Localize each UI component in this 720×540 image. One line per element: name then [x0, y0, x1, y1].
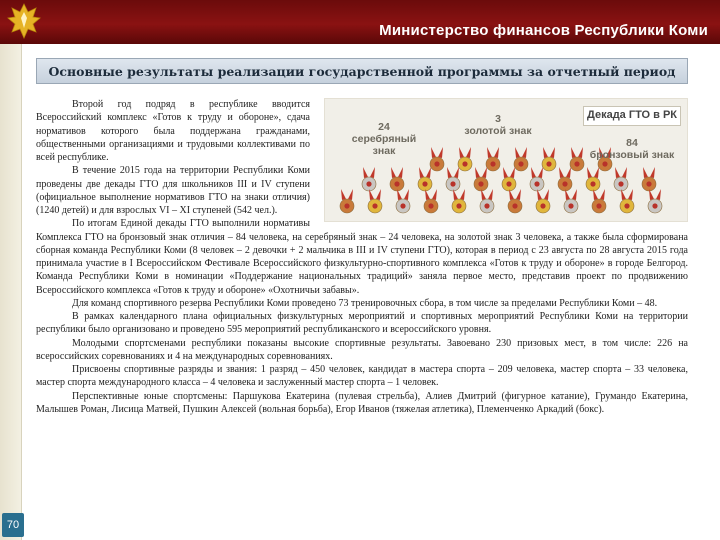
- gto-badge-icon: [418, 167, 432, 191]
- gto-badge-icon: [648, 189, 662, 213]
- gto-badge-icon: [536, 189, 550, 213]
- silver-count: 24: [378, 121, 390, 133]
- paragraph-1: Второй год подряд в республике вводится Всероссийский комплекс «Готов к труду и обороне», сдача нормативов которого была поддержана гражданами, общественными организациями и трудовыми коллективами по всей республике.: [36, 99, 310, 163]
- ministry-title: Министерство финансов Республики Коми: [379, 22, 708, 39]
- gto-badge-icon: [396, 189, 410, 213]
- gto-badge-icon: [446, 167, 460, 191]
- gto-badge-icon: [362, 167, 376, 191]
- gto-badge-icon: [542, 147, 556, 171]
- gto-figure-title: Декада ГТО в РК: [583, 106, 681, 126]
- gto-badge-icon: [614, 167, 628, 191]
- page-number: 70: [2, 513, 24, 537]
- paragraph-4: Для команд спортивного резерва Республики Коми проведено 73 тренировочных сбора, в том числе за пределами Республики Коми – 48.: [72, 297, 658, 309]
- paragraph-8: Перспективные юные спортсмены: Паршукова Екатерина (пулевая стрельба), Алиев Дмитрий (фигурное катание), Грумандо Екатерина, Малышев Роман, Лисица Матвей, Пушкин Алексей (вольная борьба), Егор Иванов (тяжелая атлетика), Племенченко Аркадий (бокс).: [36, 390, 688, 415]
- gto-badge-icon: [430, 147, 444, 171]
- paragraph-5: В рамках календарного плана официальных физкультурных мероприятий и спортивных мероприятий Республики Коми на территории республики было организовано и проведено 595 мероприятий республиканского и всероссийского уровня.: [36, 311, 688, 336]
- silver-badge-caption: [339, 121, 429, 157]
- gold-badge-caption: [453, 113, 543, 137]
- main-text: [36, 98, 688, 416]
- gto-badge-icon: [452, 189, 466, 213]
- bronze-badge-caption: [587, 137, 677, 161]
- header-bar: [0, 0, 720, 44]
- komi-emblem-icon: [6, 2, 42, 42]
- paragraph-2: В течение 2015 года на территории Республики Коми проведены две декады ГТО для школьников III и IV ступени (официальное выполнение нормативов ГТО на знаки отличия) (1240 детей) и для взрослых VI – XI ступеней (542 чел.).: [36, 165, 310, 216]
- paragraph-3: По итогам Единой декады ГТО выполнили нормативы Комплекса ГТО на бронзовый знак отличия – 84 человека, на серебряный знак – 24 человека, на золотой знак 3 человека, а также была сформирована сборная команда Республики Коми (8 человек – 2 девочки + 2 мальчика в III и IV ступени ГТО), которая в период с 23 августа по 28 августа 2015 года принимала участие в I Всероссийском Фестивале Всероссийского физкультурно-спортивного комплекса «Готов к труду и обороне» в городе Белгород. Команда Республики Коми в номинации «Поддержание национальных традиций» заняла первое место, представив проект по продвижению Всероссийского комплекса «Готов к труду и обороне» «Охотничьи забавы».: [36, 218, 688, 296]
- section-subtitle: Основные результаты реализации государственной программы за отчетный период: [36, 58, 688, 84]
- gto-badge-icon: [620, 189, 634, 213]
- gold-label: золотой знак: [464, 125, 532, 137]
- gold-count: 3: [495, 113, 501, 125]
- gto-badge-icon: [642, 167, 656, 191]
- gto-badge-icon: [390, 167, 404, 191]
- gto-results-figure: [324, 98, 688, 222]
- paragraph-6: Молодыми спортсменами республики показаны высокие спортивные результаты. Завоевано 230 призовых мест, в том числе: 226 на всероссийских соревнованиях и 4 на международных соревнованиях.: [36, 337, 688, 362]
- gto-badge-icon: [586, 167, 600, 191]
- gto-badge-icon: [530, 167, 544, 191]
- gto-badge-icon: [564, 189, 578, 213]
- gto-badge-icon: [486, 147, 500, 171]
- gto-badge-icon: [424, 189, 438, 213]
- gto-badge-icon: [502, 167, 516, 191]
- gto-badge-icon: [340, 189, 354, 213]
- bronze-count: 84: [626, 137, 638, 149]
- gto-badge-icon: [592, 189, 606, 213]
- paragraph-7: Присвоены спортивные разряды и звания: 1 разряд – 450 человек, кандидат в мастера спорта – 209 человека, мастер спорта – 33 человека, мастер спорта международного класса – 4 человека и заслуженный мастер спорта – 1 человек.: [36, 364, 688, 389]
- sidebar-strip: [0, 44, 22, 540]
- gto-badge-icon: [368, 189, 382, 213]
- gto-badge-icon: [508, 189, 522, 213]
- gto-badge-icon: [570, 147, 584, 171]
- gto-badge-icon: [480, 189, 494, 213]
- bronze-label: бронзовый знак: [589, 149, 675, 161]
- gto-badge-icon: [458, 147, 472, 171]
- gto-badge-icon: [558, 167, 572, 191]
- silver-label: серебряный знак: [351, 133, 417, 157]
- gto-badge-icon: [514, 147, 528, 171]
- gto-badge-icon: [474, 167, 488, 191]
